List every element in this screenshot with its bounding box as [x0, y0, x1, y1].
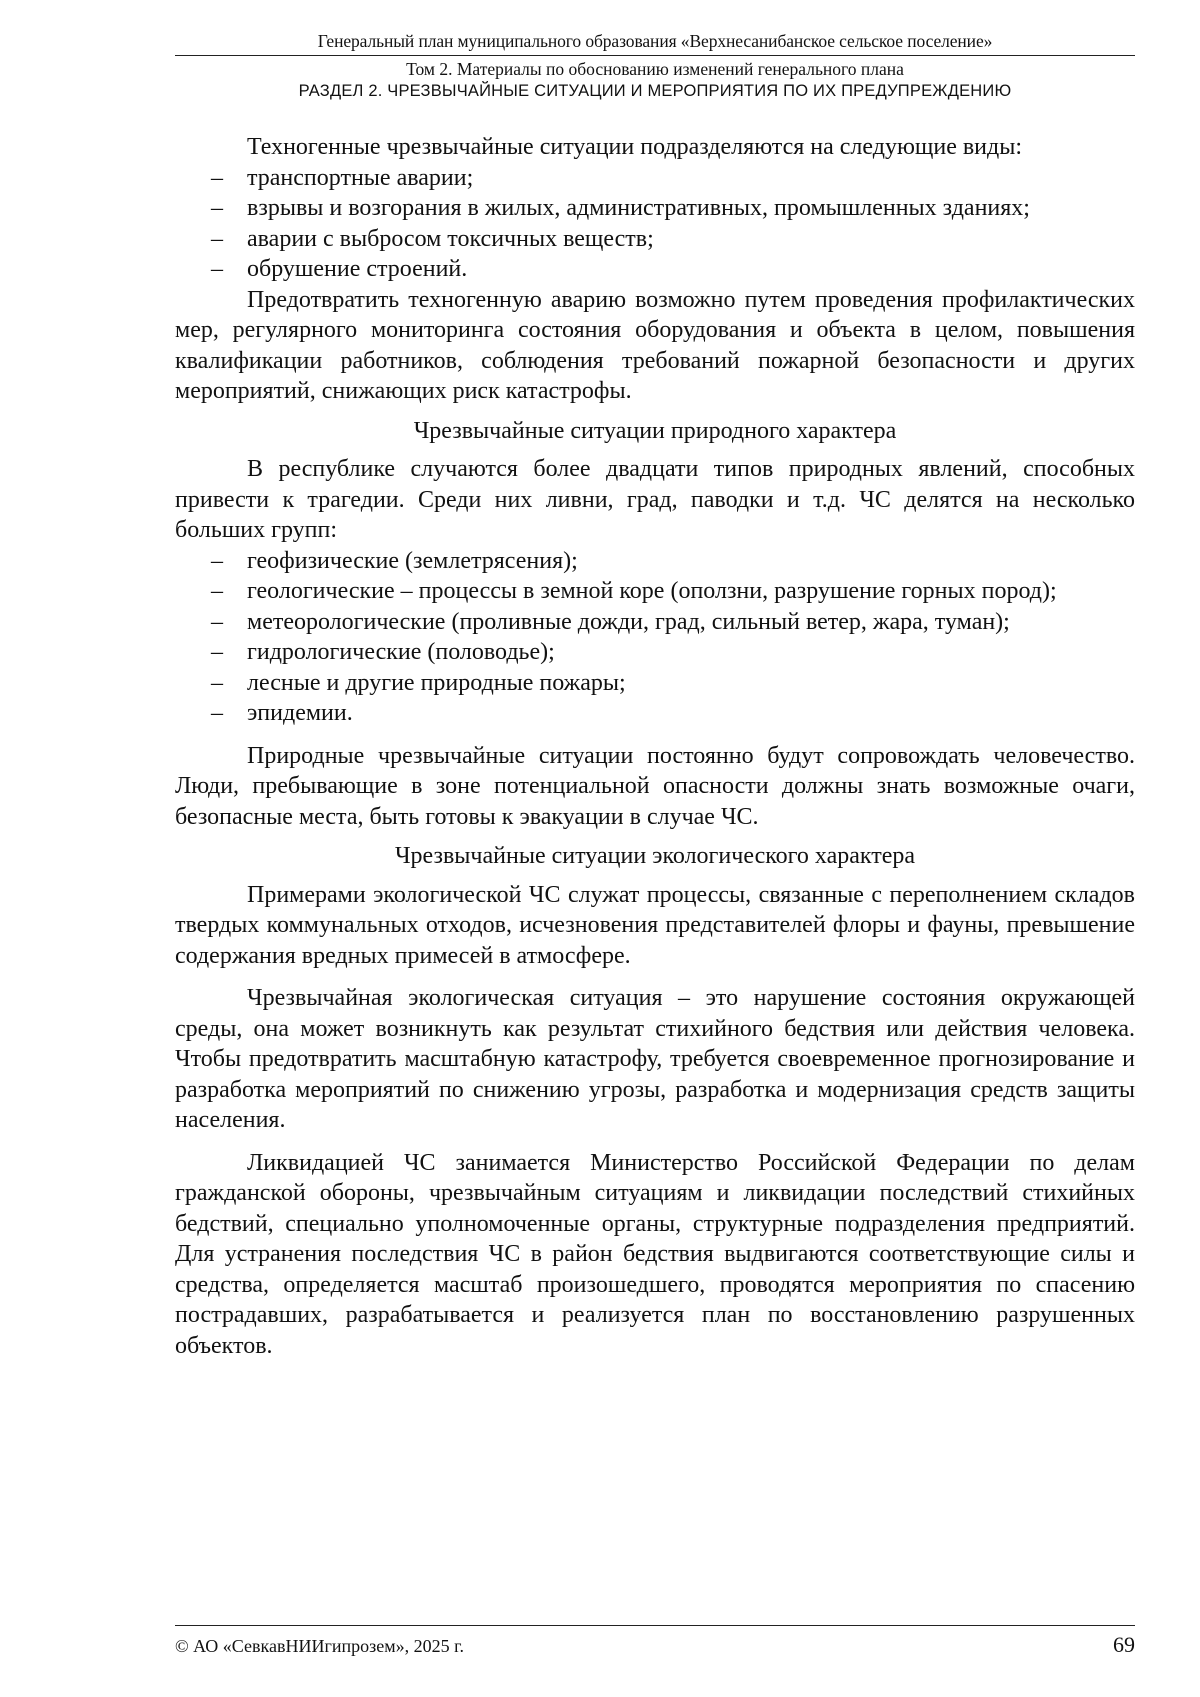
- list-item: [175, 254, 1135, 285]
- natural-emergency-list: [175, 546, 1135, 729]
- list-item-text: лесные и другие природные пожары;: [247, 669, 626, 696]
- dash-bullet: –: [211, 639, 223, 665]
- copyright-notice: © АО «СевкавНИИгипрозем», 2025 г.: [175, 1636, 464, 1656]
- tech-emergency-list: [175, 163, 1135, 285]
- list-item-text: геологические – процессы в земной коре (оползни, разрушение горных пород);: [247, 578, 1057, 604]
- dash-bullet: –: [211, 578, 223, 604]
- dash-bullet: –: [211, 164, 223, 191]
- list-item-text: метеорологические (проливные дожди, град, сильный ветер, жара, туман);: [247, 608, 1010, 635]
- page-number: 69: [1113, 1632, 1135, 1657]
- dash-bullet: –: [211, 669, 223, 696]
- list-item: [175, 163, 1135, 194]
- natural-intro-paragraph: В республике случаются более двадцати типов природных явлений, способных привести к трагедии. Среди них ливни, град, паводки и т.д. ЧС делятся на несколько больших групп:: [175, 456, 1135, 543]
- dash-bullet: –: [211, 225, 223, 252]
- eco-examples-paragraph: Примерами экологической ЧС служат процессы, связанные с переполнением складов твердых коммунальных отходов, исчезновения представителей флоры и фауны, превышение содержания вредных примесей в атмосфере.: [175, 881, 1135, 969]
- list-item-text: транспортные аварии;: [247, 164, 474, 191]
- page-header: [175, 30, 1135, 102]
- list-item-text: аварии с выбросом токсичных веществ;: [247, 225, 654, 252]
- tech-prevention-paragraph: Предотвратить техногенную аварию возможно путем проведения профилактических мер, регулярного мониторинга состояния оборудования и объекта в целом, повышения квалификации работников, соблюдения требований пожарной безопасности и других мероприятий, снижающих риск катастрофы.: [175, 286, 1135, 404]
- dash-bullet: –: [211, 608, 223, 635]
- eco-definition-paragraph: Чрезвычайная экологическая ситуация – это нарушение состояния окружающей среды, она может возникнуть как результат стихийного бедствия или действия человека. Чтобы предотвратить масштабную катастрофу, требуется своевременное прогнозирование и разработка мероприятий по снижению угрозы, разработка и модернизация средств защиты населения.: [175, 985, 1135, 1133]
- list-item-text: взрывы и возгорания в жилых, административных, промышленных зданиях;: [247, 195, 1030, 221]
- eco-section-heading: Чрезвычайные ситуации экологического характера: [394, 843, 916, 869]
- list-item-text: геофизические (землетрясения);: [247, 547, 578, 574]
- section-title: РАЗДЕЛ 2. ЧРЕЗВЫЧАЙНЫЕ СИТУАЦИИ И МЕРОПРИЯТИЯ ПО ИХ ПРЕДУПРЕЖДЕНИЮ: [298, 82, 1012, 100]
- dash-bullet: –: [211, 256, 223, 282]
- list-item-text: обрушение строений.: [247, 256, 468, 282]
- list-item: [175, 193, 1135, 224]
- list-item: [175, 546, 1135, 577]
- document-title: Генеральный план муниципального образования «Верхнесанибанское сельское поселение»: [175, 30, 1135, 56]
- list-item: [175, 637, 1135, 668]
- list-item: [175, 607, 1135, 638]
- natural-conclusion-paragraph: Природные чрезвычайные ситуации постоянно будут сопровождать человечество. Люди, пребывающие в зоне потенциальной опасности должны знать возможные очаги, безопасные места, быть готовы к эвакуации в случае ЧС.: [175, 742, 1135, 830]
- page-footer: [175, 1625, 1135, 1657]
- list-item-text: эпидемии.: [247, 700, 353, 726]
- tech-intro-paragraph: Техногенные чрезвычайные ситуации подразделяются на следующие виды:: [247, 134, 1023, 160]
- list-item: [175, 576, 1135, 607]
- dash-bullet: –: [211, 700, 223, 726]
- volume-title: Том 2. Материалы по обоснованию изменений генерального плана: [406, 59, 904, 79]
- dash-bullet: –: [211, 547, 223, 574]
- liquidation-paragraph: Ликвидацией ЧС занимается Министерство Российской Федерации по делам гражданской обороны, чрезвычайным ситуациям и ликвидации последствий стихийных бедствий, специально уполномоченные органы, структурные подразделения предприятий. Для устранения последствия ЧС в район бедствия выдвигаются соответствующие силы и средства, определяется масштаб произошедшего, проводятся мероприятия по спасению пострадавших, разрабатывается и реализуется план по восстановлению разрушенных объектов.: [175, 1149, 1135, 1359]
- natural-section-heading: Чрезвычайные ситуации природного характера: [413, 417, 897, 444]
- dash-bullet: –: [211, 195, 223, 221]
- list-item: [175, 668, 1135, 699]
- list-item-text: гидрологические (половодье);: [247, 639, 555, 665]
- list-item: [175, 224, 1135, 255]
- list-item: [175, 698, 1135, 729]
- page-body: [175, 132, 1135, 1361]
